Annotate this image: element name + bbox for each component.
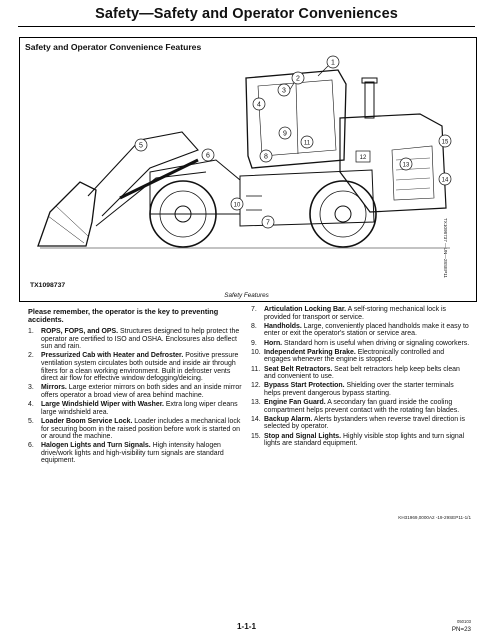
feature-term: Seat Belt Retractors. — [264, 365, 333, 373]
feature-item — [251, 416, 472, 431]
feature-number: 7. — [251, 306, 257, 313]
figure-caption: Safety Features — [224, 292, 269, 299]
doc-code: 050103 — [457, 619, 471, 624]
figure-id: TX1098737 — [30, 282, 66, 289]
feature-number: 5. — [28, 417, 34, 425]
feature-item — [251, 382, 472, 397]
feature-number: 9. — [251, 339, 257, 347]
feature-number: 10. — [251, 348, 261, 356]
feature-term: Articulation Locking Bar. — [264, 306, 347, 313]
callout-10 — [231, 198, 243, 210]
feature-term: Pressurized Cab with Heater and Defroster. — [41, 352, 184, 360]
figure-box-title: Safety and Operator Convenience Features — [25, 42, 202, 52]
callout-5-label: 5 — [139, 142, 143, 150]
feature-number: 2. — [28, 352, 34, 360]
feature-number: 11. — [251, 365, 261, 373]
callout-4-label: 4 — [257, 101, 261, 109]
callout-2-label: 2 — [296, 75, 300, 83]
feature-description: Highly visible stop lights and turn signal lights are standard equipment. — [264, 432, 465, 448]
feature-description: Electronically controlled and engages whenever the engine is stopped. — [264, 348, 445, 364]
feature-term: Loader Boom Service Lock. — [41, 417, 133, 425]
feature-item — [251, 433, 472, 448]
feature-description: Standard horn is useful when driving or signaling coworkers. — [282, 339, 470, 347]
callout-6-label: 6 — [206, 152, 210, 160]
callout-11 — [301, 136, 313, 148]
feature-description: High intensity halogen drive/work lights and high-visibility turn signals are standard equipment. — [41, 442, 224, 465]
callout-11-label: 11 — [303, 140, 311, 147]
feature-item — [251, 306, 472, 321]
feature-number: 14. — [251, 415, 261, 423]
callout-14 — [439, 173, 451, 185]
callout-8-label: 8 — [264, 153, 268, 161]
page-title: Safety—Safety and Operator Conveniences — [95, 6, 398, 22]
callout-13-label: 13 — [402, 162, 410, 169]
feature-term: Halogen Lights and Turn Signals. — [41, 442, 151, 450]
feature-item — [251, 340, 472, 348]
feature-number: 8. — [251, 322, 257, 330]
callout-5 — [135, 139, 147, 151]
callout-3-label: 3 — [282, 87, 286, 95]
callout-9-label: 9 — [283, 130, 287, 138]
callout-15 — [439, 135, 451, 147]
feature-description: A secondary fan guard inside the cooling compartment helps prevent contact with the rotating fan blades. — [264, 399, 460, 414]
feature-term: Stop and Signal Lights. — [264, 432, 342, 440]
feature-number: 13. — [251, 399, 261, 407]
callout-14-label: 14 — [441, 177, 449, 184]
footer-reference: KH31969,0000A2 -19-29SEP11-1/1 — [398, 515, 471, 520]
feature-term: Backup Alarm. — [264, 415, 313, 423]
feature-term: Mirrors. — [41, 384, 67, 392]
feature-description: Positive pressure ventilation system circulates both outside and inside air through filters for a clean working environment. Built in defroster vents direct air flow for effective window defogging/deicing. — [41, 352, 239, 383]
pn-number: PN=23 — [451, 626, 471, 633]
feature-term: Large Windshield Wiper with Washer. — [41, 401, 164, 409]
feature-description: A self-storing mechanical lock is provided for transport or service. — [264, 306, 446, 321]
feature-description: Large, conveniently placed handholds make it easy to enter or exit the operator's station or service area. — [264, 322, 469, 338]
callout-12-label: 12 — [359, 155, 367, 161]
callout-8 — [260, 150, 272, 162]
callout-10-label: 10 — [233, 202, 241, 209]
feature-number: 15. — [251, 432, 261, 440]
callout-3 — [278, 84, 290, 96]
feature-item — [251, 323, 472, 338]
intro-text: Please remember, the operator is the key to preventing accidents. — [28, 307, 219, 325]
callout-4 — [253, 98, 265, 110]
feature-term: Independent Parking Brake. — [264, 348, 356, 356]
feature-item — [28, 384, 248, 399]
feature-item — [251, 349, 472, 364]
features-list-right — [251, 306, 472, 449]
feature-item — [251, 399, 472, 414]
feature-description: Shielding over the starter terminals helps prevent dangerous bypass starting. — [264, 382, 454, 397]
feature-number: 1. — [28, 328, 34, 335]
feature-number: 12. — [251, 382, 261, 390]
feature-term: Bypass Start Protection. — [264, 382, 345, 390]
callout-7-label: 7 — [266, 219, 270, 227]
feature-term: ROPS, FOPS, and OPS. — [41, 328, 119, 335]
figure-side-code: TX1098737 —UN—28SEP11 — [443, 218, 448, 278]
feature-description: Large exterior mirrors on both sides and an inside mirror offers operator a broad view of area behind machine. — [41, 384, 242, 399]
callout-1 — [318, 56, 339, 76]
feature-description: Alerts bystanders when reverse travel direction is selected by operator. — [264, 415, 466, 431]
feature-item — [28, 418, 248, 441]
feature-item — [251, 366, 472, 381]
callout-12 — [356, 151, 370, 162]
feature-item — [28, 442, 248, 465]
feature-item — [28, 328, 248, 351]
feature-number: 6. — [28, 442, 34, 450]
callout-15-label: 15 — [441, 139, 449, 146]
callout-6 — [202, 149, 214, 161]
feature-description: Structures designed to help protect the operator are certified to ISO and OSHA. Enclosures also deflect sun and rain. — [41, 328, 240, 351]
feature-description: Seat belt retractors help keep belts clean and convenient to use. — [264, 365, 460, 381]
page-number: 1-1-1 — [236, 622, 257, 631]
feature-item — [28, 352, 248, 382]
feature-term: Horn. — [264, 339, 283, 347]
callout-13 — [400, 158, 412, 170]
callout-7 — [262, 216, 274, 228]
feature-item — [28, 401, 248, 416]
feature-description: Extra long wiper cleans large windshield area. — [41, 401, 238, 416]
features-list-left — [28, 328, 248, 467]
feature-description: Loader includes a mechanical lock for securing boom in the raised position before work is started on or around the machine. — [41, 417, 241, 441]
feature-term: Handholds. — [264, 322, 302, 330]
callout-group — [135, 56, 451, 228]
feature-term: Engine Fan Guard. — [264, 399, 326, 407]
feature-number: 4. — [28, 401, 34, 409]
feature-number: 3. — [28, 384, 34, 392]
callout-9 — [279, 127, 291, 139]
callout-1-label: 1 — [331, 59, 335, 67]
